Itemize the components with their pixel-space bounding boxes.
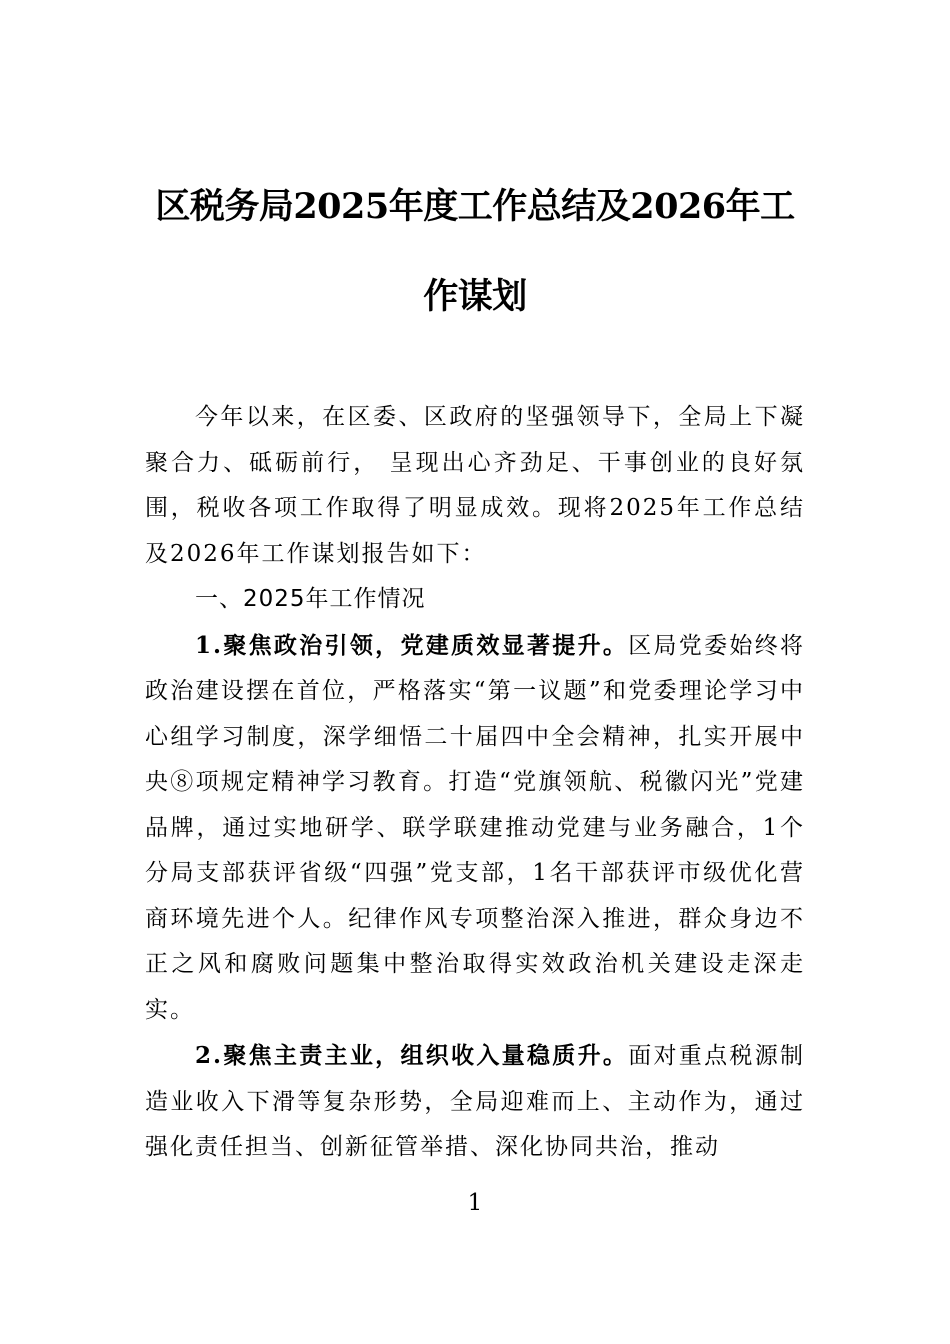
page-number: 1 [467, 1190, 483, 1216]
item-paragraph-1 [145, 623, 805, 1034]
item-lead-2: 2.聚焦主责主业，组织收入量稳质升。 [195, 1042, 629, 1069]
section-heading: 一、2025年工作情况 [195, 586, 426, 612]
document-body [145, 395, 805, 1171]
item-paragraph-2 [145, 1033, 805, 1171]
document-title: 区税务局2025年度工作总结及2026年工作谋划 [155, 186, 795, 317]
item-text-1: 区局党委始终将政治建设摆在首位，严格落实“第一议题”和党委理论学习中心组学习制度，深学细悟二十届四中全会精神，扎实开展中央⑧项规定精神学习教育。打造“党旗领航、税徽闪光”党建品牌，通过实地研学、联学联建推动党建与业务融合，1个分局支部获评省级“四强”党支部，1名干部获评市级优化营商环境先进个人。纪律作风专项整治深入推进，群众身边不正之风和腐败问题集中整治取得实效政治机关建设走深走实。 [145, 632, 806, 1023]
intro-paragraph: 今年以来，在区委、区政府的坚强领导下，全局上下凝聚合力、砥砺前行， 呈现出心齐劲足、干事创业的良好氛围，税收各项工作取得了明显成效。现将2025年工作总结及2026年工作谋划报告如下： [145, 404, 805, 567]
item-text-2: 面对重点税源制造业收入下滑等复杂形势，全局迎难而上、主动作为，通过强化责任担当、创新征管举措、深化协同共治，推动 [145, 1043, 806, 1160]
item-lead-1: 1.聚焦政治引领，党建质效显著提升。 [195, 631, 629, 659]
